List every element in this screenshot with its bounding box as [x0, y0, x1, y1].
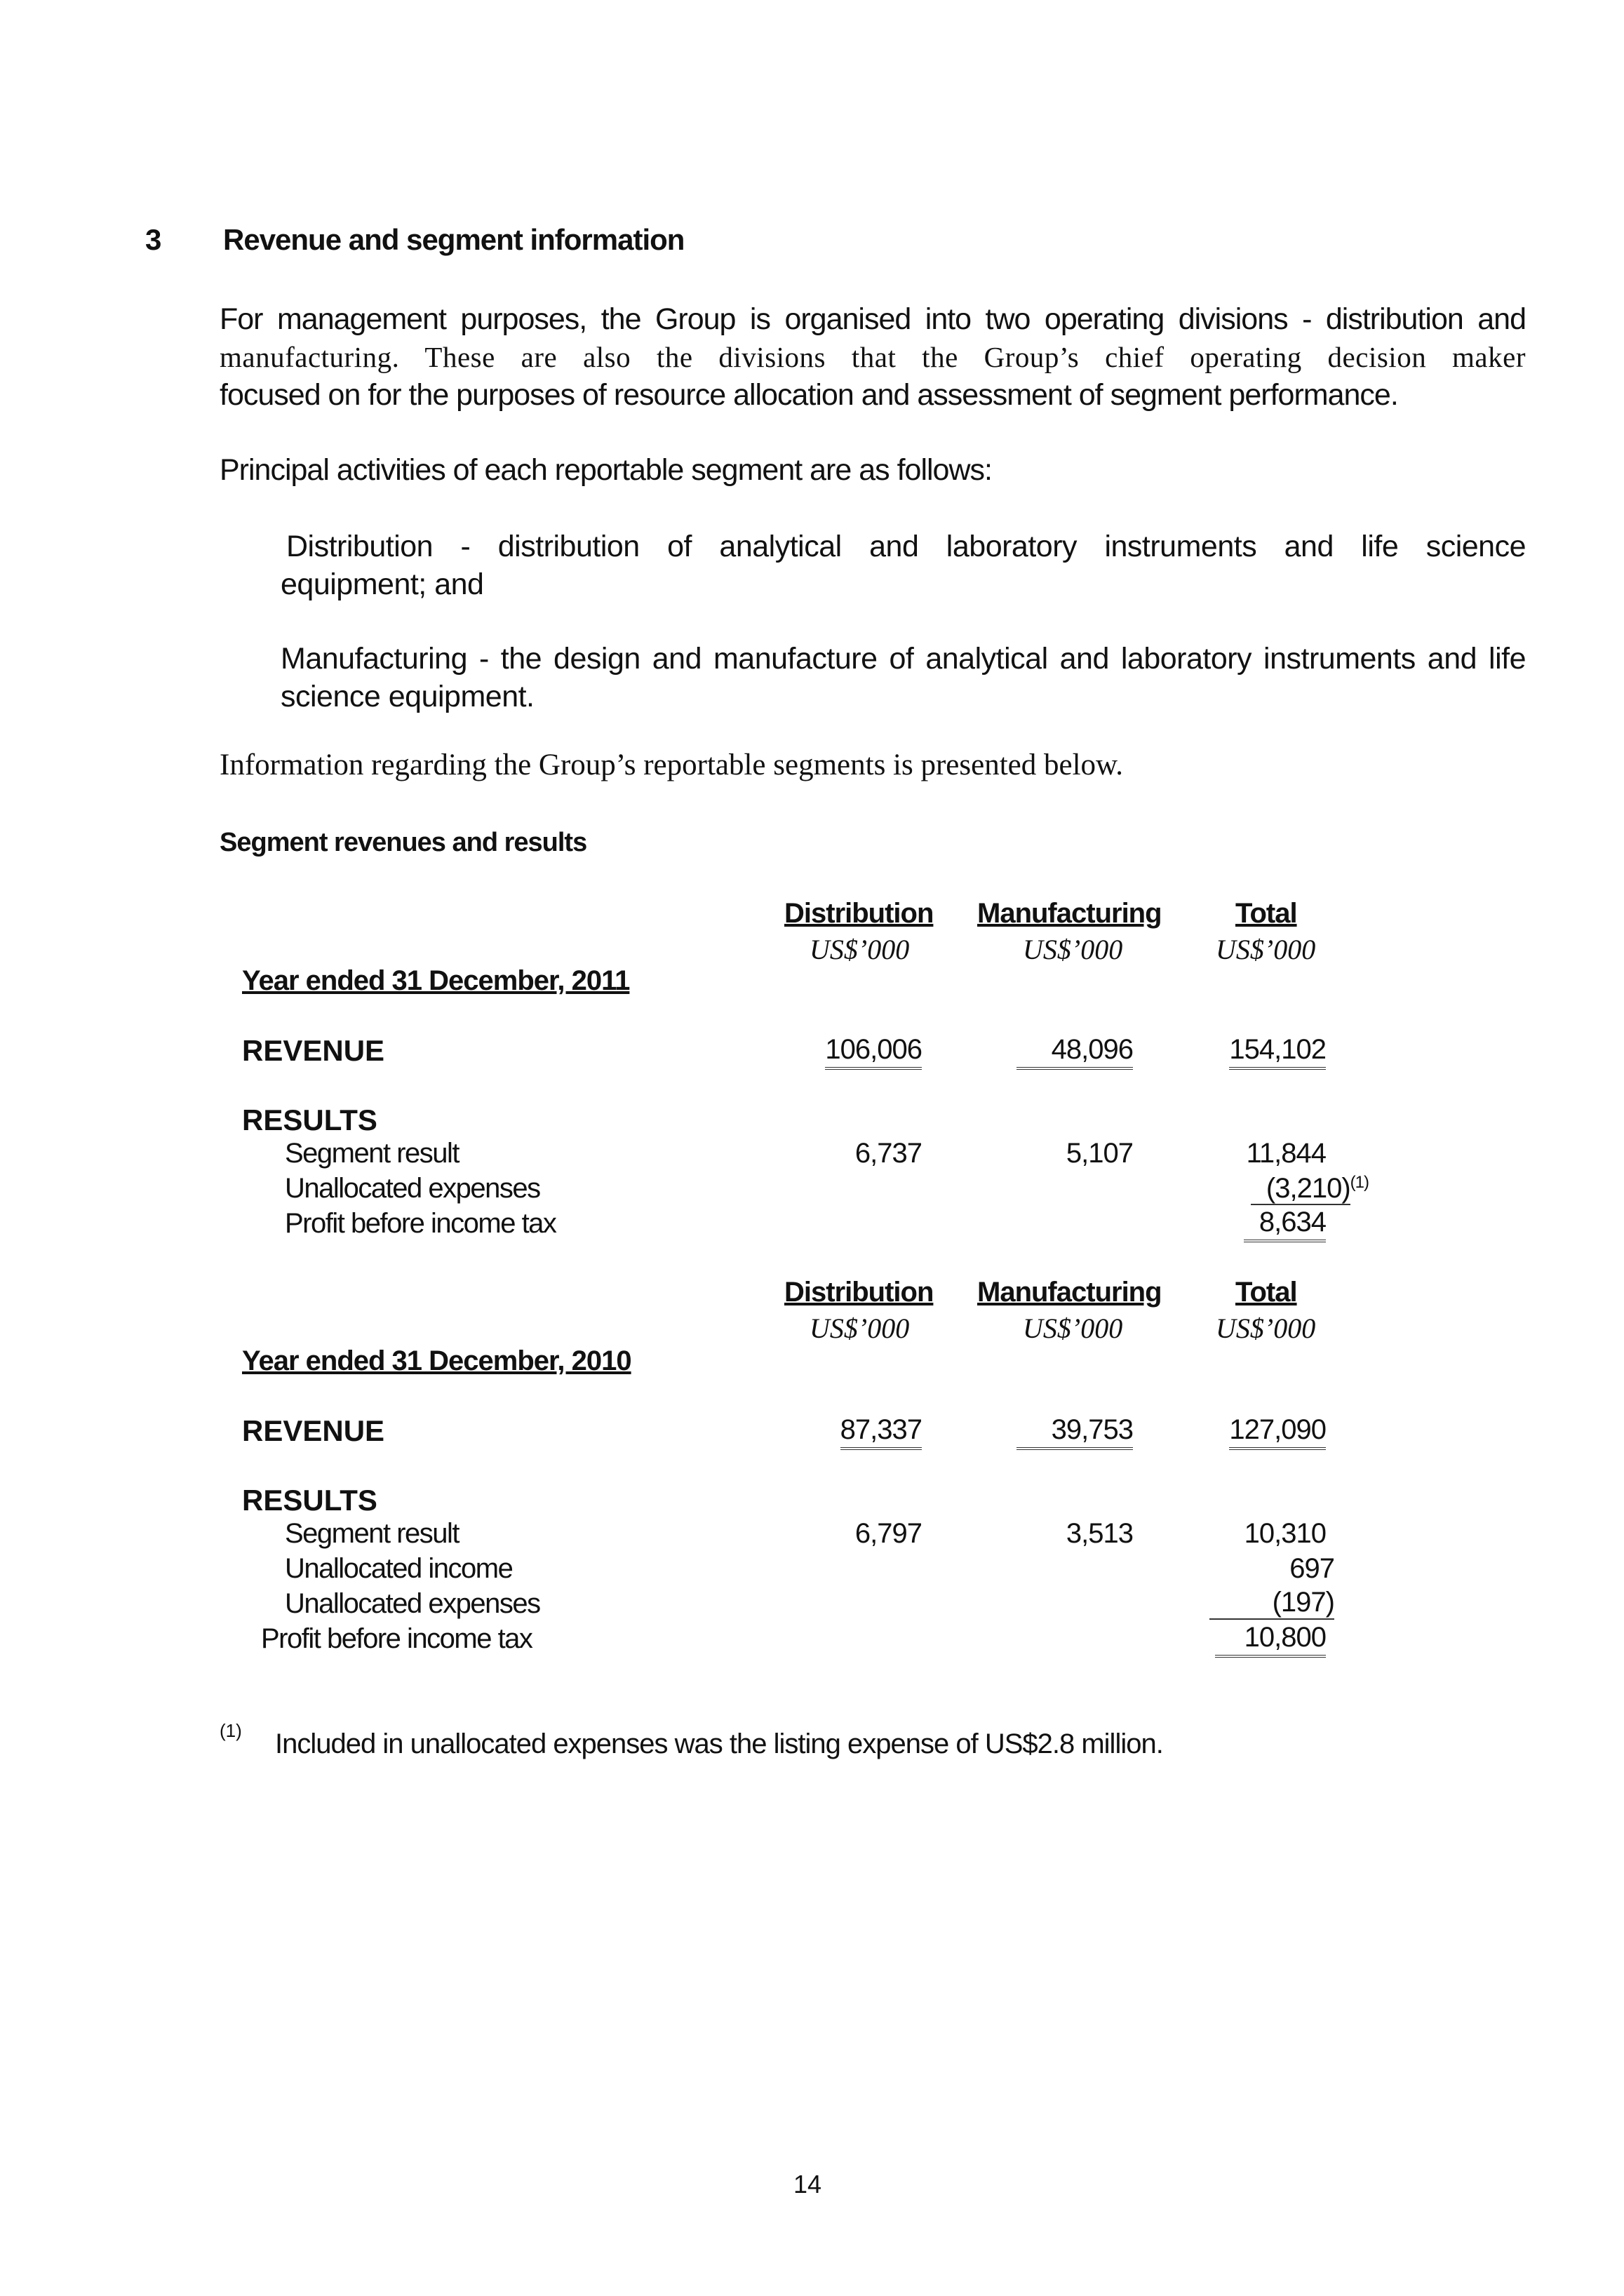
intro-line-1: For management purposes, the Group is organised into two operating divisions - distribution and — [220, 302, 1526, 336]
unit-distribution-2011: US$’000 — [810, 934, 910, 965]
unallocated-income-label-2010: Unallocated income — [285, 1553, 513, 1584]
col-header-total-2010: Total — [1235, 1277, 1297, 1308]
segment-result-distribution-2011: 6,737 — [854, 1138, 922, 1169]
distribution-desc-line-1: Distribution - distribution of analytical and laboratory instruments and life science — [286, 530, 1526, 563]
revenue-total-2011: 154,102 — [1229, 1034, 1326, 1070]
unit-manufacturing-2011: US$’000 — [1023, 934, 1123, 965]
col-header-manufacturing-2011: Manufacturing — [977, 898, 1162, 929]
unallocated-expenses-label-2010: Unallocated expenses — [285, 1588, 540, 1619]
manufacturing-desc-line-2: science equipment. — [281, 680, 535, 713]
manufacturing-description — [281, 640, 1526, 716]
revenue-label-2011: REVENUE — [242, 1034, 385, 1067]
segment-result-total-2010: 10,310 — [1244, 1518, 1326, 1549]
unallocated-expenses-value-2011: (3,210) — [1251, 1173, 1350, 1205]
intro-paragraph — [220, 300, 1526, 414]
profit-label-2010: Profit before income tax — [261, 1623, 532, 1654]
section-title: Revenue and segment information — [223, 223, 685, 256]
col-header-manufacturing-2010: Manufacturing — [977, 1277, 1162, 1308]
results-label-2011: RESULTS — [242, 1103, 377, 1136]
col-header-total-2011: Total — [1235, 898, 1297, 929]
unit-total-2011: US$’000 — [1216, 934, 1316, 965]
segment-result-distribution-2010: 6,797 — [854, 1518, 922, 1549]
segment-result-label-2010: Segment result — [285, 1518, 459, 1549]
segment-result-total-2011: 11,844 — [1246, 1138, 1326, 1169]
manufacturing-desc-line-1: Manufacturing - the design and manufacture of analytical and laboratory instruments and life — [281, 642, 1526, 676]
profit-label-2011: Profit before income tax — [285, 1208, 556, 1239]
unallocated-expenses-label-2011: Unallocated expenses — [285, 1173, 540, 1204]
segment-result-label-2011: Segment result — [285, 1138, 459, 1169]
unit-distribution-2010: US$’000 — [810, 1313, 910, 1344]
footnote-mark: (1) — [220, 1720, 242, 1741]
unallocated-income-total-2010: 697 — [1289, 1553, 1334, 1584]
unallocated-expenses-total-2010: (197) — [1209, 1587, 1334, 1620]
year-label-2011: Year ended 31 December, 2011 — [242, 965, 630, 996]
unit-total-2010: US$’000 — [1216, 1313, 1316, 1344]
footnote-ref-2011: (1) — [1350, 1173, 1369, 1192]
intro-line-2: manufacturing. These are also the divisions that the Group’s chief operating decision maker — [220, 341, 1526, 373]
section-number: 3 — [145, 223, 162, 256]
col-header-distribution-2010: Distribution — [784, 1277, 934, 1308]
unallocated-expenses-total-2011 — [1251, 1173, 1369, 1204]
unit-manufacturing-2010: US$’000 — [1023, 1313, 1123, 1344]
revenue-distribution-2011: 106,006 — [825, 1034, 922, 1070]
profit-total-2011: 8,634 — [1244, 1207, 1326, 1242]
segment-subheading: Segment revenues and results — [220, 828, 587, 857]
footnote-text: Included in unallocated expenses was the listing expense of US$2.8 million. — [275, 1728, 1163, 1759]
page-number: 14 — [793, 2170, 822, 2198]
distribution-description — [281, 528, 1526, 603]
segment-result-manufacturing-2010: 3,513 — [1066, 1518, 1133, 1549]
results-label-2010: RESULTS — [242, 1484, 377, 1517]
revenue-label-2010: REVENUE — [242, 1414, 385, 1447]
revenue-manufacturing-2011: 48,096 — [1016, 1034, 1133, 1070]
distribution-desc-line-2: equipment; and — [281, 568, 484, 601]
principal-activities-text: Principal activities of each reportable segment are as follows: — [220, 453, 992, 487]
intro-line-3: focused on for the purposes of resource allocation and assessment of segment performance. — [220, 378, 1398, 412]
profit-total-2010: 10,800 — [1215, 1622, 1326, 1658]
segment-result-manufacturing-2011: 5,107 — [1066, 1138, 1133, 1169]
year-label-2010: Year ended 31 December, 2010 — [242, 1345, 631, 1376]
revenue-distribution-2010: 87,337 — [840, 1414, 922, 1450]
revenue-manufacturing-2010: 39,753 — [1016, 1414, 1133, 1450]
revenue-total-2010: 127,090 — [1229, 1414, 1326, 1450]
info-text: Information regarding the Group’s reportable segments is presented below. — [220, 748, 1124, 781]
col-header-distribution-2011: Distribution — [784, 898, 934, 929]
